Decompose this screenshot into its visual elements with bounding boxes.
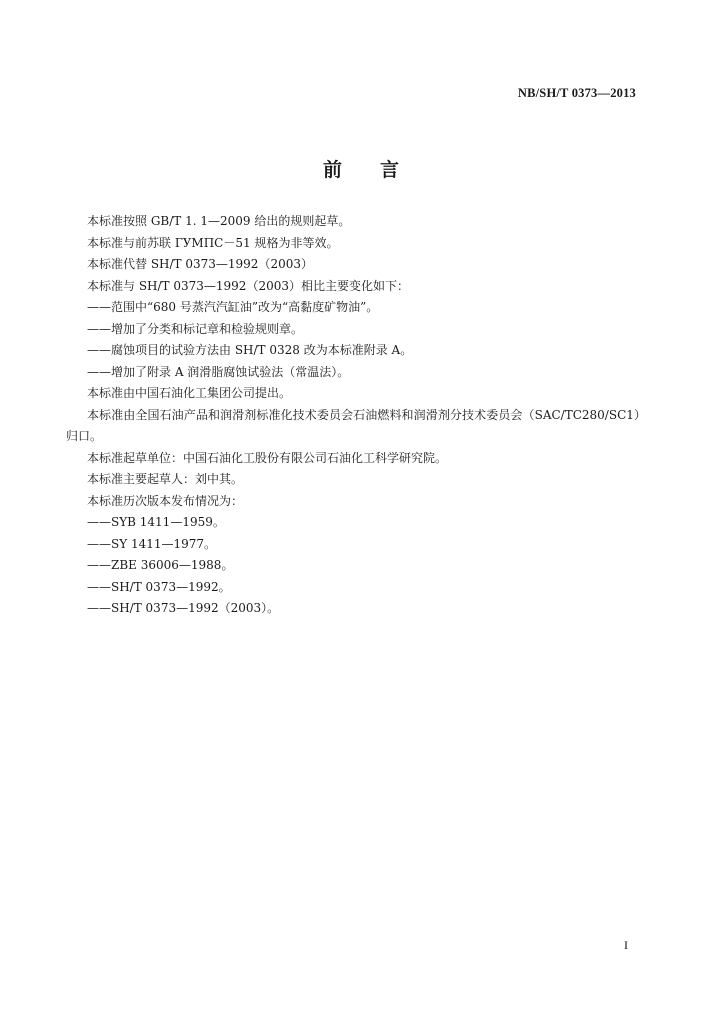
change-item: ——范围中“680 号蒸汽汽缸油”改为“高黏度矿物油”。 bbox=[87, 300, 379, 314]
paragraph-jurisdiction: 本标准由全国石油产品和润滑剂标准化技术委员会石油燃料和润滑剂分技术委员会（SAC/TC280/SC1）归口。 bbox=[66, 407, 640, 443]
document-code: NB/SH/T 0373—2013 bbox=[517, 86, 636, 100]
page-number: I bbox=[624, 938, 628, 952]
history-item: ——SY 1411—1977。 bbox=[87, 536, 217, 551]
title-part-2: 言 bbox=[380, 159, 402, 181]
title-part-1: 前 bbox=[322, 159, 344, 181]
paragraph-drafters: 本标准主要起草人：刘中其。 bbox=[87, 472, 244, 486]
paragraph-replaces: 本标准代替 SH/T 0373—1992（2003） bbox=[87, 257, 313, 271]
paragraph-changes-intro: 本标准与 SH/T 0373—1992（2003）相比主要变化如下： bbox=[87, 278, 409, 293]
paragraph-drafting-rules: 本标准按照 GB/T 1. 1—2009 给出的规则起草。 bbox=[87, 214, 351, 228]
change-item: ——增加了分类和标记章和检验规则章。 bbox=[87, 321, 304, 336]
change-item: ——增加了附录 A 润滑脂腐蚀试验法（常温法）。 bbox=[87, 364, 350, 379]
history-item: ——ZBE 36006—1988。 bbox=[87, 558, 234, 572]
paragraph-history-intro: 本标准历次版本发布情况为： bbox=[87, 493, 244, 508]
preface-body bbox=[66, 211, 640, 620]
paragraph-proposed-by: 本标准由中国石油化工集团公司提出。 bbox=[87, 386, 292, 400]
history-item: ——SH/T 0373—1992。 bbox=[87, 579, 231, 594]
paragraph-drafting-unit: 本标准起草单位：中国石油化工股份有限公司石油化工科学研究院。 bbox=[87, 450, 448, 465]
paragraph-equivalence: 本标准与前苏联 ГУМПС－51 规格为非等效。 bbox=[87, 235, 339, 250]
history-item: ——SYB 1411—1959。 bbox=[87, 515, 225, 529]
history-item: ——SH/T 0373—1992（2003）。 bbox=[87, 601, 280, 615]
page-title bbox=[0, 155, 724, 182]
change-item: ——腐蚀项目的试验方法由 SH/T 0328 改为本标准附录 A。 bbox=[87, 343, 413, 357]
